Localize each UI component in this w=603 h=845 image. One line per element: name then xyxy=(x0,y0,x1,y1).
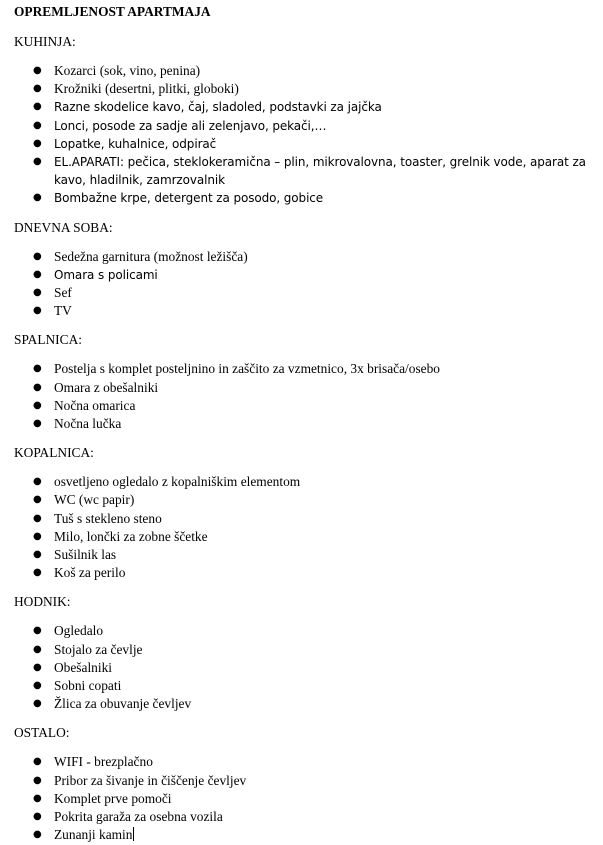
document-title: OPREMLJENOST APARTMAJA xyxy=(14,4,211,19)
bullet-dot-icon: ● xyxy=(33,698,42,710)
list-item-text: Sef xyxy=(54,285,72,301)
list-item-text: Lonci, posode za sadje ali zelenjavo, pekači,… xyxy=(54,118,327,133)
item-list xyxy=(14,248,594,321)
list-item-text: Razne skodelice kavo, čaj, sladoled, podstavki za jajčka xyxy=(54,100,382,115)
list-item-text: Milo, lončki za zobne ščetke xyxy=(54,528,208,544)
list-item-text: WC (wc papir) xyxy=(54,492,135,508)
text-cursor-icon xyxy=(133,827,134,841)
list-item xyxy=(14,808,594,826)
bullet-dot-icon: ● xyxy=(33,567,42,579)
list-item[interactable] xyxy=(14,826,594,844)
section-heading: HODNIK: xyxy=(14,594,71,610)
bullet-dot-icon: ● xyxy=(33,101,42,113)
list-item-text: Nočna lučka xyxy=(54,416,122,432)
list-item-text: TV xyxy=(54,303,72,319)
bullet-dot-icon: ● xyxy=(33,530,42,542)
item-list xyxy=(14,360,594,433)
bullet-dot-icon: ● xyxy=(33,774,42,786)
document-page xyxy=(14,2,594,845)
bullet-dot-icon: ● xyxy=(33,287,42,299)
list-item xyxy=(14,641,594,659)
list-item xyxy=(14,62,594,80)
list-item xyxy=(14,659,594,677)
list-item xyxy=(14,415,594,433)
list-item-text: Sedežna garnitura (možnost ležišča) xyxy=(54,248,248,264)
list-item-text: Pribor za šivanje in čiščenje čevljev xyxy=(54,772,247,788)
bullet-dot-icon: ● xyxy=(33,381,42,393)
section-heading: KUHINJA: xyxy=(14,34,76,49)
bullet-dot-icon: ● xyxy=(33,512,42,524)
list-item xyxy=(14,753,594,771)
list-item-text: Koš za perilo xyxy=(54,565,126,581)
bullet-dot-icon: ● xyxy=(33,65,42,76)
list-item xyxy=(14,695,594,713)
section-spalnica xyxy=(14,331,594,433)
list-item-text: Obešalniki xyxy=(54,659,113,675)
bullet-dot-icon: ● xyxy=(33,250,42,262)
list-item xyxy=(14,379,594,397)
list-item-text: Sušilnik las xyxy=(54,547,117,563)
bullet-dot-icon: ● xyxy=(33,756,42,768)
list-item xyxy=(14,153,594,189)
section-ostalo xyxy=(14,724,594,844)
list-item xyxy=(14,622,594,640)
bullet-dot-icon: ● xyxy=(33,643,42,655)
list-item xyxy=(14,266,594,284)
list-item-text: WIFI - brezplačno xyxy=(54,754,153,770)
list-item-text: Komplet prve pomoči xyxy=(54,790,172,806)
section-heading: SPALNICA: xyxy=(14,332,82,348)
list-item xyxy=(14,677,594,695)
list-item-text: Kozarci (sok, vino, penina) xyxy=(54,63,201,78)
bullet-dot-icon: ● xyxy=(33,363,42,375)
list-item xyxy=(14,189,594,207)
list-item xyxy=(14,117,594,135)
bullet-dot-icon: ● xyxy=(33,661,42,673)
list-item-text: Pokrita garaža za osebna vozila xyxy=(54,809,223,825)
bullet-dot-icon: ● xyxy=(33,418,42,430)
list-item-text: osvetljeno ogledalo z kopalniškim elementom xyxy=(54,474,301,490)
list-item xyxy=(14,510,594,528)
list-item xyxy=(14,397,594,415)
list-item xyxy=(14,135,594,153)
list-item-text: EL.APARATI: pečica, steklokeramična – plin, mikrovalovna, toaster, grelnik vode, aparat za kavo, hladilnik, zamrzovalnik xyxy=(54,155,586,188)
list-item xyxy=(14,302,594,320)
bullet-dot-icon: ● xyxy=(33,829,42,841)
list-item xyxy=(14,80,594,98)
bullet-dot-icon: ● xyxy=(33,811,42,823)
list-item-text: Tuš s stekleno steno xyxy=(54,510,162,526)
list-item xyxy=(14,284,594,302)
list-item-text: Zunanji kamin xyxy=(54,827,133,843)
bullet-dot-icon: ● xyxy=(33,137,42,149)
list-item-text: Ogledalo xyxy=(54,623,104,639)
section-heading: KOPALNICA: xyxy=(14,445,94,461)
section-kopalnica xyxy=(14,444,594,582)
list-item-text: Krožniki (desertni, plitki, globoki) xyxy=(54,81,239,97)
section-kuhinja xyxy=(14,33,594,208)
list-item-text: Stojalo za čevlje xyxy=(54,641,143,657)
list-item-text: Lopatke, kuhalnice, odpirač xyxy=(54,136,217,151)
list-item xyxy=(14,564,594,582)
bullet-dot-icon: ● xyxy=(33,119,42,131)
bullet-dot-icon: ● xyxy=(33,268,42,280)
item-list xyxy=(14,753,594,844)
section-dnevna-soba xyxy=(14,219,594,321)
list-item-text: Omara z obešalniki xyxy=(54,379,159,395)
bullet-dot-icon: ● xyxy=(33,792,42,804)
bullet-dot-icon: ● xyxy=(33,192,42,204)
item-list xyxy=(14,473,594,582)
list-item xyxy=(14,790,594,808)
list-item xyxy=(14,473,594,491)
list-item-text: Bombažne krpe, detergent za posodo, gobice xyxy=(54,191,324,206)
list-item xyxy=(14,491,594,509)
bullet-dot-icon: ● xyxy=(33,305,42,317)
list-item xyxy=(14,528,594,546)
bullet-dot-icon: ● xyxy=(33,156,42,168)
list-item-text: Postelja s komplet posteljnino in zaščito za vzmetnico, 3x brisača/osebo xyxy=(54,361,441,377)
bullet-dot-icon: ● xyxy=(33,476,42,488)
item-list xyxy=(14,62,594,208)
list-item-text: Nočna omarica xyxy=(54,397,136,413)
section-heading: OSTALO: xyxy=(14,725,70,741)
bullet-dot-icon: ● xyxy=(33,549,42,561)
bullet-dot-icon: ● xyxy=(33,83,42,95)
bullet-dot-icon: ● xyxy=(33,494,42,506)
section-hodnik xyxy=(14,593,594,713)
list-item-text: Sobni copati xyxy=(54,678,122,694)
section-heading: DNEVNA SOBA: xyxy=(14,219,113,235)
list-item-text: Žlica za obuvanje čevljev xyxy=(54,696,192,712)
list-item-text: Omara s policami xyxy=(54,267,158,282)
item-list xyxy=(14,622,594,713)
list-item xyxy=(14,248,594,266)
list-item xyxy=(14,360,594,378)
list-item xyxy=(14,546,594,564)
bullet-dot-icon: ● xyxy=(33,399,42,411)
bullet-dot-icon: ● xyxy=(33,680,42,692)
list-item xyxy=(14,98,594,116)
list-item xyxy=(14,772,594,790)
bullet-dot-icon: ● xyxy=(33,625,42,637)
